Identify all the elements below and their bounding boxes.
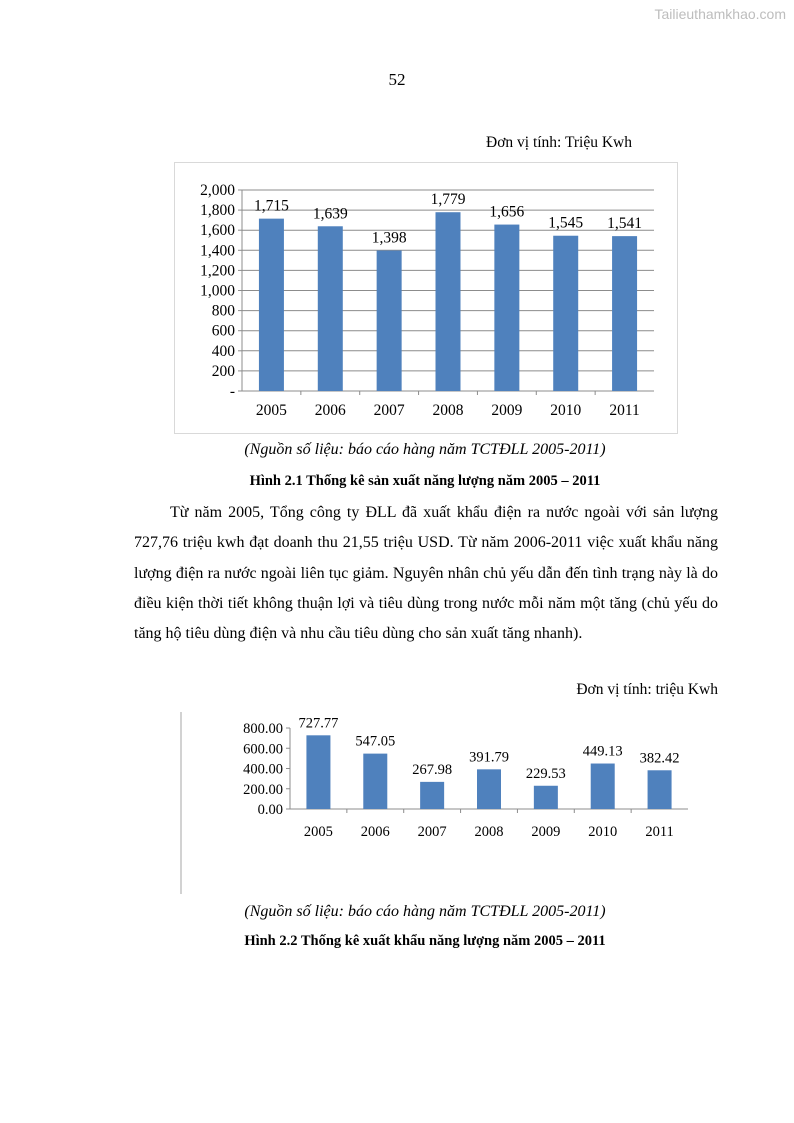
production-data-label: 1,715 [253,197,289,215]
production-data-label: 1,656 [489,203,525,221]
production-data-label: 1,639 [312,205,348,223]
production-bar [318,226,343,391]
production-category-label: 2009 [491,402,523,419]
production-ytick-label: - [229,383,235,400]
export-data-label: 391.79 [469,749,509,766]
page-number: 52 [388,70,406,89]
production-frame [175,163,678,434]
export-ytick-label: 400.00 [243,761,283,778]
figure2-caption: Hình 2.2 Thống kê xuất khẩu năng lượng năm 2005 – 2011 [244,933,606,949]
production-category-label: 2008 [432,402,464,419]
production-bar [612,236,637,391]
export-data-label: 382.42 [639,750,680,767]
production-ytick-label: 1,400 [200,242,235,260]
export-bar [363,754,387,809]
export-ytick-label: 200.00 [243,781,283,798]
export-category-label: 2007 [417,824,447,840]
production-ytick-label: 400 [211,342,235,360]
export-chart [180,712,720,894]
production-bar [259,219,284,391]
figure1-source: (Nguồn số liệu: báo cáo hàng năm TCTĐLL 2005-2011) [244,441,606,458]
export-category-label: 2010 [588,824,618,840]
export-bar [534,786,558,809]
export-bar [306,735,330,809]
export-bar [420,782,444,809]
production-bar [377,251,402,391]
production-bar [553,236,578,391]
export-ytick-label: 800.00 [243,721,283,737]
export-bar [648,770,672,809]
production-category-label: 2005 [255,402,287,419]
export-category-label: 2005 [303,824,333,840]
production-data-label: 1,541 [607,215,643,233]
export-ytick-label: 0.00 [257,802,283,818]
export-data-label: 229.53 [525,765,566,782]
export-chart-svg [180,712,720,894]
export-bar [591,764,615,809]
watermark: Tailieuthamkhao.com [654,6,786,22]
export-data-label: 727.77 [298,715,339,732]
production-bar [494,225,519,391]
production-ytick-label: 1,600 [200,222,235,240]
production-data-label: 1,398 [371,229,407,247]
export-data-label: 267.98 [412,761,453,778]
export-category-label: 2011 [645,824,674,840]
production-ytick-label: 200 [211,362,235,380]
production-ytick-label: 800 [211,302,235,320]
production-ytick-label: 2,000 [200,182,235,199]
export-data-label: 449.13 [582,743,623,760]
figure1-caption: Hình 2.1 Thống kê sản xuất năng lượng năm 2005 – 2011 [249,473,601,489]
production-chart [174,162,678,434]
production-ytick-label: 600 [211,322,235,340]
figure2-unit-label: Đơn vị tính: triệu Kwh [576,681,718,698]
production-category-label: 2010 [550,402,582,419]
body-paragraph: Từ năm 2005, Tổng công ty ĐLL đã xuất khẩu điện ra nước ngoài với sản lượng 727,76 triệu kwh đạt doanh thu 21,55 triệu USD. Từ năm 2006-2011 việc xuất khẩu năng lượng điện ra nước ngoài liên tục giảm. Nguyên nhân chủ yếu dẫn đến tình trạng này là do điều kiện thời tiết không thuận lợi và tiêu dùng trong nước mỗi năm một tăng (chủ yếu do tăng hộ tiêu dùng điện và nhu cầu tiêu dùng cho sản xuất tăng nhanh). [134,504,718,643]
production-data-label: 1,779 [430,191,466,209]
production-data-label: 1,545 [548,214,584,232]
production-category-label: 2011 [609,402,640,419]
export-category-label: 2009 [531,824,561,840]
export-ytick-label: 600.00 [243,741,283,758]
figure1-unit-label: Đơn vị tính: Triệu Kwh [486,134,632,151]
export-bar [477,769,501,809]
production-ytick-label: 1,000 [200,282,235,300]
figure2-source: (Nguồn số liệu: báo cáo hàng năm TCTĐLL 2005-2011) [244,903,606,920]
production-chart-svg [174,162,678,434]
production-category-label: 2006 [314,402,346,419]
production-category-label: 2007 [373,402,405,419]
production-bar [436,212,461,391]
export-category-label: 2008 [474,824,504,840]
export-data-label: 547.05 [355,733,396,750]
production-ytick-label: 1,800 [200,202,235,220]
production-ytick-label: 1,200 [200,262,235,280]
export-category-label: 2006 [360,824,390,840]
